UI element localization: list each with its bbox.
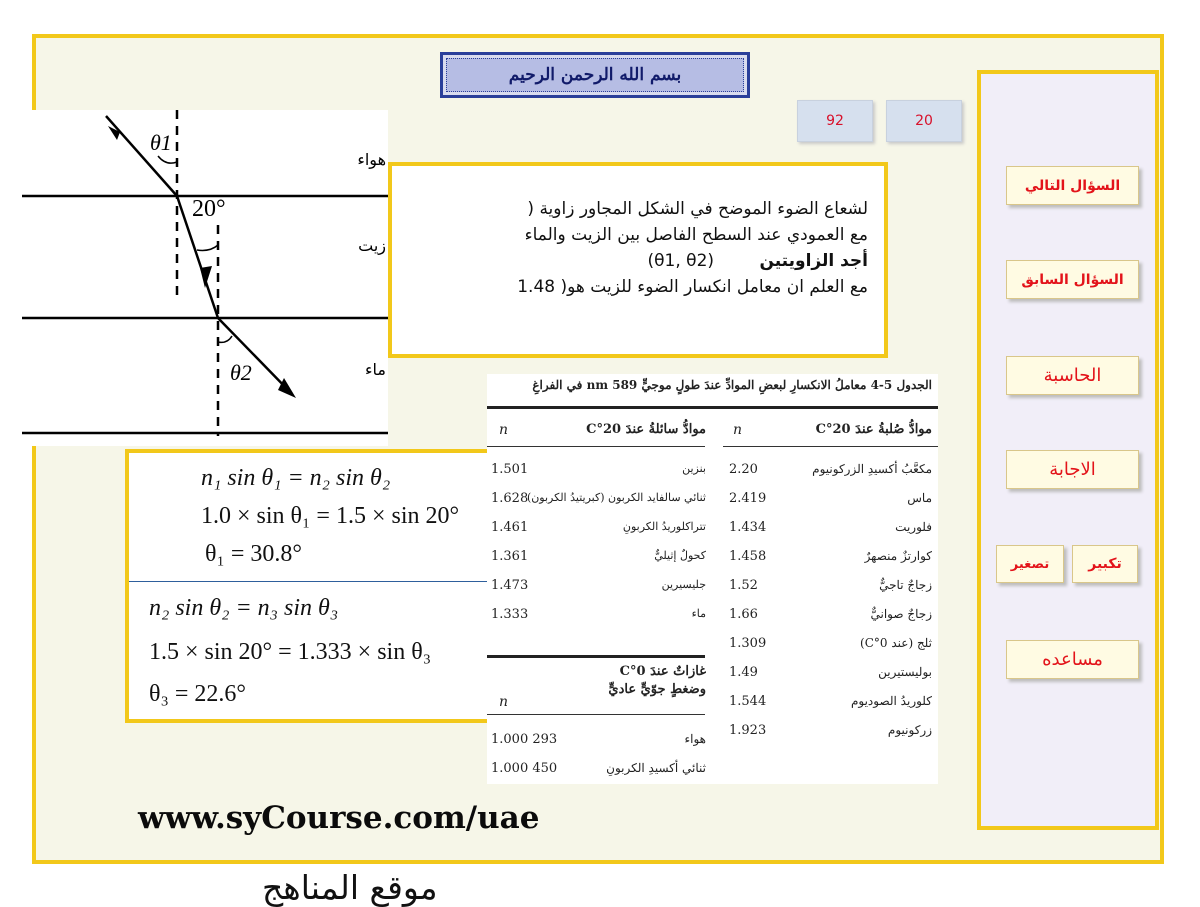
oil-label: زيت <box>358 236 386 255</box>
table-row-n: 1.000 293 <box>491 732 558 747</box>
refraction-diagram <box>22 110 388 446</box>
table-row-n: 1.461 <box>491 520 529 535</box>
gas-top-rule <box>487 655 705 658</box>
solution-eq-6: θ₃ = 22.6° <box>149 681 246 707</box>
table-row-n: 1.52 <box>729 578 758 593</box>
calculator-button[interactable]: الحاسبة <box>1006 356 1139 395</box>
theta1-arc <box>158 156 177 163</box>
question-angle-vars: (θ1, θ2) <box>647 251 715 271</box>
solid-header-rule <box>723 446 938 447</box>
table-row-name: مكعَّبُ أكسيدِ الزركونيوم <box>812 462 932 476</box>
air-label: هواء <box>357 150 386 169</box>
table-row-name: كلوريدُ الصوديوم <box>850 694 932 708</box>
solution-eq-2: 1.0 × sin θ₁ = 1.5 × sin 20° <box>201 503 460 529</box>
current-question-counter: 20 <box>886 100 962 142</box>
table-row-name: ثنائي سالفايد الكربون (كبريتيدُ الكربون) <box>526 491 706 504</box>
liquid-n-header: n <box>499 422 509 438</box>
banner-text: بسم الله الرحمن الرحيم <box>508 65 682 85</box>
site-url[interactable]: www.syCourse.com/uae <box>138 800 540 836</box>
table-row-n: 1.66 <box>729 607 758 622</box>
theta1-label: θ1 <box>150 130 172 155</box>
solid-header: موادُّ صُلبةُ عندَ 20°C <box>815 422 932 437</box>
refraction-figure <box>22 110 388 446</box>
water-label: ماء <box>365 360 386 379</box>
question-line-4: مع العلم ان معامل انكسار الضوء للزيت هو( 1.48 <box>517 277 868 297</box>
table-row-name: بنزين <box>682 462 706 475</box>
table-top-rule <box>487 406 938 409</box>
table-row-name: زركونيوم <box>887 723 932 737</box>
theta2-label: θ2 <box>230 360 252 385</box>
table-row-name: كوارتزٌ منصهرٌ <box>864 549 932 563</box>
question-line-1: لشعاع الضوء الموضح في الشكل المجاور زاوية ( <box>527 199 868 219</box>
solution-divider <box>129 581 495 582</box>
incident-ray <box>106 116 177 196</box>
question-line-2: مع العمودي عند السطح الفاصل بين الزيت والماء <box>524 225 868 245</box>
answer-button[interactable]: الاجابة <box>1006 450 1139 489</box>
help-button[interactable]: مساعده <box>1006 640 1139 679</box>
table-row-name: كحولٌ إثيليٌّ <box>654 549 706 562</box>
gas-n-header: n <box>499 694 509 710</box>
basmala-banner <box>440 52 750 98</box>
theta2-arc <box>218 336 232 342</box>
table-row-n: 1.49 <box>729 665 758 680</box>
solution-eq-4: n₂ sin θ₂ = n₃ sin θ₃ <box>149 595 339 621</box>
question-box <box>388 162 888 358</box>
table-row-name: ماس <box>907 491 932 505</box>
table-title: الجدول 5-4 معاملُ الانكسارِ لبعضِ الموادِّ عندَ طولٍ موجيٍّ 589 nm في الفراغِ <box>532 378 932 392</box>
next-question-button[interactable]: السؤال التالي <box>1006 166 1139 205</box>
table-row-name: زجاجٌ تاجيٌّ <box>879 578 932 592</box>
question-line-3 <box>394 248 868 274</box>
angle-20-label: 20° <box>192 196 226 222</box>
site-name: موقع المناهج <box>262 868 438 907</box>
table-row-n: 1.473 <box>491 578 529 593</box>
table-row-name: ثنائي أكسيدِ الكربونِ <box>606 761 706 775</box>
solution-box <box>125 449 495 723</box>
table-row-name: بوليستيرين <box>878 665 932 679</box>
table-row-n: 1.458 <box>729 549 767 564</box>
zoom-in-button[interactable]: تكبير <box>1072 545 1138 583</box>
table-row-n: 1.544 <box>729 694 767 709</box>
angle-arc <box>197 245 218 250</box>
zoom-out-button[interactable]: تصغير <box>996 545 1064 583</box>
gas-header-2: وضغطٍ جوّيٍّ عاديٍّ <box>608 682 706 697</box>
gas-header-1: غازاتٌ عندَ 0°C <box>619 664 706 679</box>
liquid-header-rule <box>487 446 705 447</box>
total-questions-counter: 92 <box>797 100 873 142</box>
solid-n-header: n <box>733 422 743 438</box>
oil-ray-arrow <box>200 266 212 288</box>
table-row-name: تتراكلوريدُ الكربونِ <box>622 520 706 533</box>
banner-inner <box>446 58 744 92</box>
table-row-name: زجاجٌ صوانيٌّ <box>870 607 932 621</box>
table-row-n: 1.309 <box>729 636 767 651</box>
table-row-n: 1.923 <box>729 723 767 738</box>
table-row-n: 2.20 <box>729 462 758 477</box>
table-row-name: فلوريت <box>895 520 932 534</box>
table-row-n: 1.000 450 <box>491 761 558 776</box>
question-find-angles: أجد الزاويتين <box>759 251 868 271</box>
gas-header-rule <box>487 714 705 715</box>
previous-question-button[interactable]: السؤال السابق <box>1006 260 1139 299</box>
solution-eq-5: 1.5 × sin 20° = 1.333 × sin θ₃ <box>149 639 432 665</box>
table-row-name: هواء <box>684 732 706 746</box>
table-row-name: ثلج (عند 0°C) <box>860 636 932 650</box>
table-row-n: 1.501 <box>491 462 529 477</box>
table-row-n: 1.628 <box>491 491 529 506</box>
table-row-n: 1.434 <box>729 520 767 535</box>
question-text <box>394 196 868 300</box>
table-row-n: 2.419 <box>729 491 767 506</box>
table-row-name: جليسيرين <box>661 578 706 591</box>
table-row-n: 1.361 <box>491 549 529 564</box>
table-row-name: ماء <box>691 607 706 620</box>
refraction-index-table <box>487 374 938 784</box>
table-row-n: 1.333 <box>491 607 529 622</box>
solution-eq-1: n₁ sin θ₁ = n₂ sin θ₂ <box>201 465 391 491</box>
liquid-header: موادُّ سائلةُ عندَ 20°C <box>586 422 706 437</box>
solution-eq-3: θ₁ = 30.8° <box>205 541 302 567</box>
